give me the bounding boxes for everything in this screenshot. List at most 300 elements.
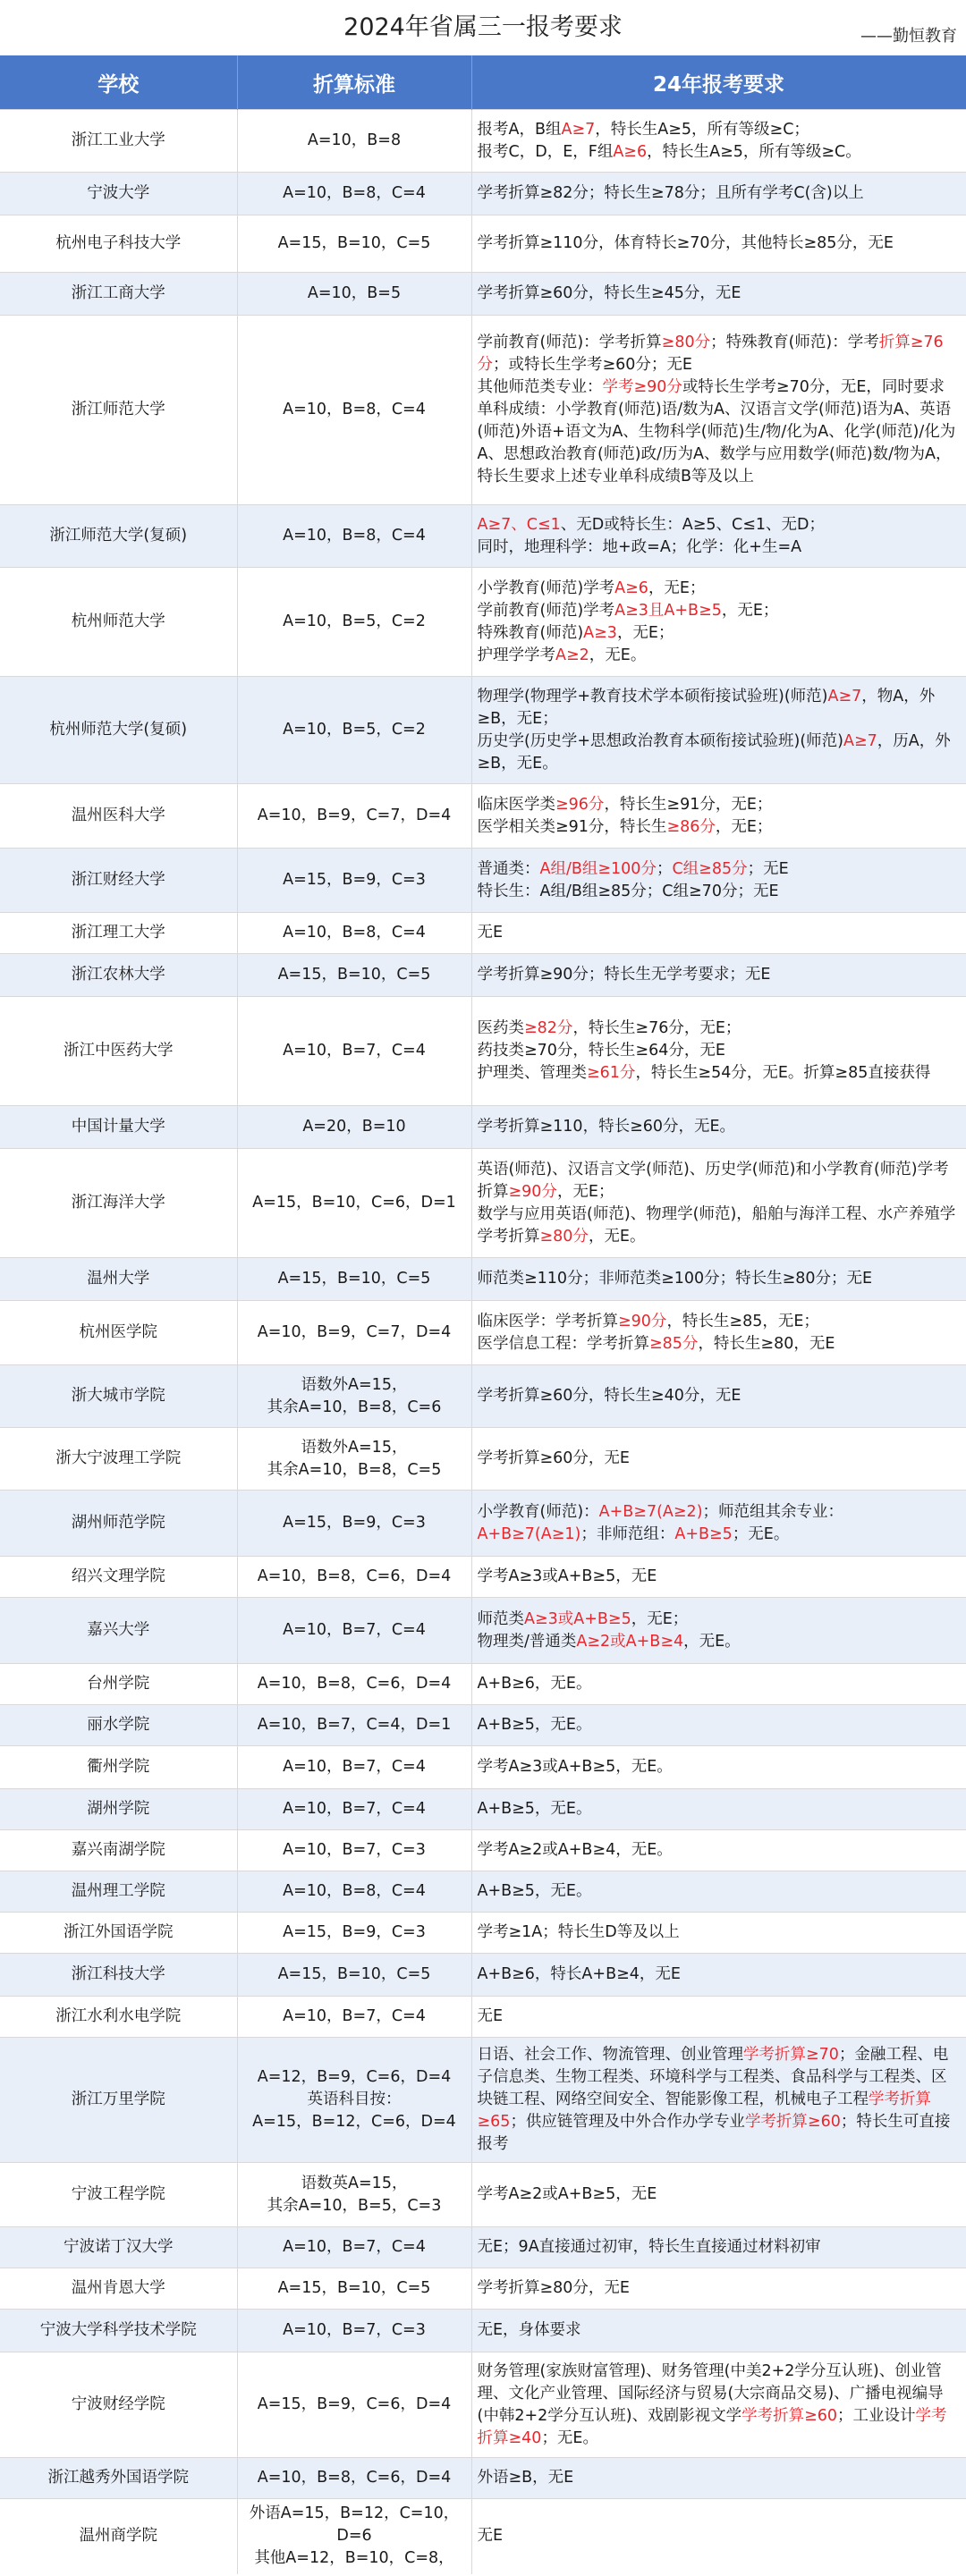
conversion-standard-cell <box>237 2163 471 2227</box>
requirement-text: 学前教育(师范)学考 <box>477 601 615 620</box>
requirement-text: ，特长生≥76分，无E； <box>572 1019 741 1037</box>
standard-line: A=15，B=12，C=6，D=4 <box>252 2113 456 2131</box>
requirement-cell <box>471 2268 966 2310</box>
school-name-cell: 温州理工学院 <box>0 1871 237 1913</box>
table-row <box>0 173 966 215</box>
requirement-text: 物理类/普通类 <box>477 1632 577 1651</box>
table-row <box>0 505 966 568</box>
school-name-cell: 浙江海洋大学 <box>0 1149 237 1258</box>
table-row <box>0 1789 966 1830</box>
requirement-line <box>478 600 960 622</box>
school-name-cell: 浙江师范大学(复硕) <box>0 505 237 568</box>
requirement-line <box>478 2006 960 2028</box>
highlighted-requirement: C组≥85分 <box>672 859 748 878</box>
requirement-cell <box>471 2038 966 2163</box>
requirement-line <box>478 881 960 903</box>
school-name-cell: 浙江农林大学 <box>0 954 237 997</box>
requirement-text: 无E；9A直接通过初审，特长生直接通过材料初审 <box>477 2238 821 2256</box>
requirement-line <box>478 922 960 944</box>
requirement-cell <box>471 568 966 677</box>
requirement-line <box>478 1921 960 1944</box>
table-row <box>0 1106 966 1149</box>
requirement-text: 学考A≥3或A+B≥5，无E。 <box>477 1758 673 1776</box>
conversion-standard-cell <box>237 1428 471 1491</box>
conversion-standard-cell <box>237 1997 471 2038</box>
highlighted-requirement: ≥61分 <box>587 1064 636 1082</box>
school-name-cell: 宁波大学 <box>0 173 237 215</box>
requirement-line <box>478 1333 960 1356</box>
school-name-cell: 温州商学院 <box>0 2499 237 2574</box>
highlighted-requirement: ≥86分 <box>666 817 716 836</box>
school-name-cell: 浙江工商大学 <box>0 273 237 316</box>
requirement-cell <box>471 784 966 849</box>
requirement-line <box>478 858 960 881</box>
table-row <box>0 110 966 173</box>
school-name-cell: 嘉兴南湖学院 <box>0 1830 237 1871</box>
standard-line: 外语A=15，B=12，C=10， <box>249 2504 460 2523</box>
highlighted-requirement: 学考折算≥40 <box>477 2406 947 2447</box>
conversion-standard-cell <box>237 1106 471 1149</box>
requirement-text: ，历A，外≥B，无E。 <box>477 731 951 773</box>
requirement-text: 英语(师范)、汉语言文学(师范)、历史学(师范)和小学教育(师范)学考折算 <box>477 1160 949 1201</box>
requirement-line <box>478 2361 960 2450</box>
requirement-text: ； <box>656 859 673 878</box>
school-name-cell: 浙江外国语学院 <box>0 1913 237 1954</box>
header-requirement: 24年报考要求 <box>471 55 966 110</box>
requirement-text: ；特长生可直接报考 <box>477 2113 951 2153</box>
requirement-text: 学前教育(师范)：学考折算 <box>477 334 662 351</box>
standard-line: 其他A=12，B=10，C=8， <box>254 2549 454 2568</box>
highlighted-requirement: A≥6 <box>613 142 648 161</box>
school-name-cell: 浙江工业大学 <box>0 110 237 173</box>
standard-line: 语数外A=15， <box>301 1438 408 1457</box>
requirement-text: 护理学学考 <box>477 646 555 664</box>
requirement-text: ，特长生A≥5，所有等级≥C。 <box>647 142 861 161</box>
requirement-text: 学考A≥2或A+B≥4，无E。 <box>477 1841 673 1859</box>
standard-line: A=10，B=5，C=2 <box>283 612 426 630</box>
requirement-line <box>478 1880 960 1903</box>
highlighted-requirement: 学考折算≥60 <box>744 2113 841 2131</box>
table-row <box>0 1598 966 1664</box>
table-row <box>0 1258 966 1301</box>
school-name-cell: 宁波工程学院 <box>0 2163 237 2227</box>
table-row <box>0 2458 966 2499</box>
requirement-text: 小学教育(师范)： <box>477 1502 599 1521</box>
standard-line: A=10，B=7，C=3 <box>283 1841 426 1859</box>
school-name-cell: 浙江师范大学 <box>0 316 237 505</box>
requirement-text: 医学信息工程：学考折算 <box>477 1334 649 1353</box>
highlighted-requirement: 折算≥76分 <box>477 334 944 374</box>
school-name-cell: 浙江科技大学 <box>0 1954 237 1997</box>
school-name-cell: 浙江万里学院 <box>0 2038 237 2163</box>
standard-line: A=10，B=5 <box>307 284 402 302</box>
school-name-cell: 台州学院 <box>0 1664 237 1705</box>
requirement-cell <box>471 913 966 954</box>
table-row <box>0 1871 966 1913</box>
requirement-text: ，无E； <box>648 579 706 597</box>
requirement-cell <box>471 849 966 913</box>
requirement-line <box>478 283 960 305</box>
requirement-cell <box>471 273 966 316</box>
highlighted-requirement: A≥7 <box>827 687 862 705</box>
table-row <box>0 2499 966 2574</box>
table-row <box>0 677 966 784</box>
requirement-text: ；无E。 <box>732 1524 790 1543</box>
header-school: 学校 <box>0 55 237 110</box>
table-row <box>0 913 966 954</box>
requirement-line <box>478 2277 960 2300</box>
requirement-text: 无E <box>477 924 504 942</box>
standard-line: A=10，B=8 <box>307 131 402 149</box>
requirement-text: ，特长生≥54分，无E。折算≥85直接获得 <box>635 1064 931 1082</box>
requirement-text: ；无E <box>747 859 789 878</box>
standard-line: A=15，B=9，C=3 <box>283 1514 426 1532</box>
requirement-line <box>478 1448 960 1470</box>
requirement-line <box>478 1609 960 1631</box>
requirement-cell <box>471 1491 966 1557</box>
requirement-text: ；工业设计 <box>837 2406 916 2425</box>
highlighted-requirement: 学考折算≥65 <box>477 2090 931 2131</box>
requirement-text: 学考折算≥80分，无E <box>477 2279 630 2297</box>
conversion-standard-cell <box>237 110 471 173</box>
highlighted-requirement: A+B≥7(A≥1) <box>477 1524 581 1543</box>
standard-line: A=10，B=8，C=6，D=4 <box>257 1675 452 1693</box>
school-name-cell: 宁波财经学院 <box>0 2352 237 2458</box>
requirement-text: 学考≥1A；特长生D等及以上 <box>477 1923 680 1941</box>
school-name-cell: 湖州师范学院 <box>0 1491 237 1557</box>
standard-line: A=10，B=9，C=7，D=4 <box>257 1323 452 1341</box>
school-name-cell: 浙大城市学院 <box>0 1365 237 1428</box>
requirement-line <box>478 1040 960 1062</box>
requirement-text: ；供应链管理及中外合作办学专业 <box>510 2113 745 2131</box>
requirement-cell <box>471 215 966 273</box>
requirement-text: 外语≥B，无E <box>477 2469 574 2487</box>
requirement-text: 师范类≥110分；非师范类≥100分；特长生≥80分；无E <box>477 1270 873 1288</box>
standard-line: D=6 <box>336 2527 372 2546</box>
requirement-line <box>478 1062 960 1085</box>
requirement-cell <box>471 2163 966 2227</box>
requirement-cell <box>471 110 966 173</box>
highlighted-requirement: ≥90分 <box>508 1182 557 1201</box>
requirement-cell <box>471 1301 966 1365</box>
requirement-text: 小学教育(师范)学考 <box>477 579 615 597</box>
conversion-standard-cell <box>237 215 471 273</box>
requirement-text: ，特长生≥91分，无E； <box>604 795 773 814</box>
conversion-standard-cell <box>237 677 471 784</box>
school-name-cell: 浙江越秀外国语学院 <box>0 2458 237 2499</box>
conversion-standard-cell <box>237 1301 471 1365</box>
requirement-line <box>478 1385 960 1407</box>
conversion-standard-cell <box>237 1664 471 1705</box>
requirement-text: ；或特长生学考≥60分；无E <box>493 356 692 374</box>
requirement-line <box>478 2044 960 2156</box>
requirement-cell <box>471 1705 966 1746</box>
requirement-cell <box>471 1871 966 1913</box>
requirement-line <box>478 1116 960 1138</box>
requirement-text: 学考A≥3或A+B≥5，无E <box>477 1567 657 1585</box>
table-row <box>0 997 966 1106</box>
requirement-line <box>478 1756 960 1778</box>
requirement-text: 无E，身体要求 <box>477 2321 581 2339</box>
conversion-standard-cell <box>237 1598 471 1664</box>
requirement-cell <box>471 505 966 568</box>
table-row <box>0 2310 966 2352</box>
requirement-line <box>478 686 960 731</box>
school-name-cell: 杭州电子科技大学 <box>0 215 237 273</box>
table-row <box>0 1997 966 2038</box>
requirement-line <box>478 376 960 488</box>
highlighted-requirement: A≥3 <box>583 623 617 642</box>
school-name-cell: 杭州医学院 <box>0 1301 237 1365</box>
standard-line: 语数英A=15， <box>301 2174 408 2192</box>
table-row <box>0 954 966 997</box>
highlighted-requirement: ≥80分 <box>539 1227 589 1246</box>
conversion-standard-cell <box>237 505 471 568</box>
requirement-text: 护理类、管理类 <box>477 1064 587 1082</box>
conversion-standard-cell <box>237 2310 471 2352</box>
standard-line: A=10，B=7，C=4 <box>283 2238 426 2256</box>
highlighted-requirement: ≥82分 <box>524 1019 573 1037</box>
table-row <box>0 2352 966 2458</box>
requirement-text: 学考折算≥60分，无E <box>477 1449 630 1467</box>
requirement-text: 或特长生学考≥70分，无E，同时要求单科成绩：小学教育(师范)语/数为A、汉语言文学(师范)语为A、英语(师范)外语+语文为A、生物科学(师范)生/物/化为A、化学(师范)/化为A、思想政治教育(师范)政/历为A、数学与应用数学(师范)数/物为A，特长生要求上述专业单科成绩B等及以上 <box>477 378 956 486</box>
requirement-line <box>478 731 960 775</box>
standard-line: A=10，B=5，C=2 <box>283 721 426 739</box>
requirement-cell <box>471 997 966 1106</box>
requirement-text: 学考折算≥110，特长≥60分，无E。 <box>477 1118 736 1136</box>
requirement-cell <box>471 1789 966 1830</box>
requirement-line <box>478 514 960 536</box>
requirement-cell <box>471 1106 966 1149</box>
requirement-text: 学考折算≥82分；特长生≥78分；且所有学考C(含)以上 <box>477 184 864 202</box>
school-name-cell: 浙江理工大学 <box>0 913 237 954</box>
conversion-standard-cell <box>237 273 471 316</box>
standard-line: 英语科目按： <box>307 2090 402 2108</box>
standard-line: A=10，B=7，C=4 <box>283 1042 426 1060</box>
conversion-standard-cell <box>237 1789 471 1830</box>
conversion-standard-cell <box>237 913 471 954</box>
highlighted-requirement: ≥96分 <box>555 795 605 814</box>
requirement-text: 报考A，B组 <box>477 120 562 139</box>
school-name-cell: 浙江中医药大学 <box>0 997 237 1106</box>
conversion-standard-cell <box>237 1491 471 1557</box>
standard-line: A=10，B=8，C=6，D=4 <box>257 1567 452 1585</box>
requirement-line <box>478 1673 960 1695</box>
standard-line: A=10，B=7，C=4，D=1 <box>257 1716 452 1734</box>
standard-line: A=10，B=8，C=6，D=4 <box>257 2469 452 2487</box>
requirement-text: ，无E； <box>721 601 779 620</box>
requirement-text: ，无E； <box>631 1609 689 1628</box>
conversion-standard-cell <box>237 1913 471 1954</box>
requirement-text: 临床医学：学考折算 <box>477 1312 618 1330</box>
school-name-cell: 浙大宁波理工学院 <box>0 1428 237 1491</box>
requirement-text: ；特殊教育(师范)：学考 <box>710 334 879 351</box>
requirement-text: 报考C，D，E，F组 <box>477 142 614 161</box>
requirement-line <box>478 1311 960 1333</box>
requirement-line <box>478 1839 960 1862</box>
requirement-line <box>478 119 960 141</box>
requirement-text: 物理学(物理学+教育技术学本硕衔接试验班)(师范) <box>477 687 828 705</box>
requirement-cell <box>471 2352 966 2458</box>
requirement-cell <box>471 2310 966 2352</box>
requirement-line <box>478 964 960 986</box>
requirement-text: ；非师范组： <box>580 1524 675 1543</box>
requirement-cell <box>471 954 966 997</box>
highlighted-requirement: 学考≥90分 <box>602 378 682 396</box>
requirement-cell <box>471 1149 966 1258</box>
standard-line: A=10，B=7，C=4 <box>283 1800 426 1818</box>
requirement-line <box>478 2319 960 2342</box>
conversion-standard-cell <box>237 1830 471 1871</box>
standard-line: A=10，B=8，C=4 <box>283 924 426 942</box>
requirement-line <box>478 816 960 839</box>
requirement-cell <box>471 2499 966 2574</box>
requirement-line <box>478 1714 960 1736</box>
standard-line: A=10，B=7，C=3 <box>283 2321 426 2339</box>
requirement-cell <box>471 1997 966 2038</box>
conversion-standard-cell <box>237 1954 471 1997</box>
requirement-text: 数学与应用英语(师范)、物理学(师范)，船舶与海洋工程、水产养殖学学考折算 <box>477 1204 956 1246</box>
highlighted-requirement: A≥6 <box>614 579 648 597</box>
highlighted-requirement: A≥7 <box>561 120 596 139</box>
brand-label: ——勤恒教育 <box>860 27 957 46</box>
requirement-cell <box>471 1428 966 1491</box>
requirement-text: 学考折算≥90分；特长生无学考要求；无E <box>477 966 771 984</box>
school-name-cell: 宁波大学科学技术学院 <box>0 2310 237 2352</box>
requirement-text: A+B≥5，无E。 <box>477 1882 592 1900</box>
school-name-cell: 宁波诺丁汉大学 <box>0 2227 237 2268</box>
highlighted-requirement: 学考折算≥70 <box>743 2046 839 2064</box>
conversion-standard-cell <box>237 1871 471 1913</box>
requirement-cell <box>471 677 966 784</box>
requirement-text: ，物A，外≥B，无E； <box>477 687 936 728</box>
requirement-text: 学考折算≥110分，体育特长≥70分，其他特长≥85分，无E <box>477 234 894 252</box>
school-name-cell: 温州医科大学 <box>0 784 237 849</box>
requirement-line <box>478 1566 960 1588</box>
requirement-line <box>478 2183 960 2206</box>
requirement-text: A+B≥6，特长A+B≥4，无E <box>477 1965 681 1983</box>
requirement-line <box>478 578 960 600</box>
standard-line: 其余A=10，B=8，C=5 <box>267 1460 442 1479</box>
requirement-line <box>478 1964 960 1986</box>
requirement-text: 同时，地理科学：地+政=A；化学：化+生=A <box>477 537 802 556</box>
requirement-text: ；无E。 <box>541 2428 598 2447</box>
conversion-standard-cell <box>237 2499 471 2574</box>
conversion-standard-cell <box>237 173 471 215</box>
standard-line: A=15，B=10，C=5 <box>277 234 431 252</box>
table-row <box>0 215 966 273</box>
requirement-cell <box>471 173 966 215</box>
requirement-cell <box>471 316 966 505</box>
requirement-text: 临床医学类 <box>477 795 555 814</box>
requirement-cell <box>471 2227 966 2268</box>
requirement-text: ，无E； <box>715 817 773 836</box>
requirement-line <box>478 1018 960 1040</box>
requirement-text: A+B≥5，无E。 <box>477 1716 592 1734</box>
requirement-text: 医药类 <box>477 1019 524 1037</box>
table-body <box>0 110 966 2574</box>
standard-line: 其余A=10，B=8，C=6 <box>267 1398 442 1416</box>
requirement-cell <box>471 1365 966 1428</box>
standard-line: A=15，B=10，C=5 <box>277 2279 431 2297</box>
highlighted-requirement: A+B≥7(A≥2) <box>598 1502 703 1521</box>
table-row <box>0 2227 966 2268</box>
table-header-row <box>0 55 966 110</box>
table-row <box>0 849 966 913</box>
requirement-line <box>478 2525 960 2547</box>
requirement-text: A+B≥6，无E。 <box>477 1675 592 1693</box>
highlighted-requirement: A≥7、C≤1 <box>477 515 561 534</box>
highlighted-requirement: ≥90分 <box>618 1312 667 1330</box>
requirement-line <box>478 1501 960 1546</box>
requirement-text: 学考折算≥60分，特长生≥45分，无E <box>477 284 741 302</box>
standard-line: 其余A=10，B=5，C=3 <box>267 2196 442 2215</box>
requirement-text: 财务管理(家族财富管理)、财务管理(中美2+2学分互认班)、创业管理、文化产业管理、国际经济与贸易(大宗商品交易)、广播电视编导(中韩2+2学分互认班)、戏剧影视文学 <box>477 2361 944 2425</box>
standard-line: A=15，B=10，C=5 <box>277 966 431 984</box>
requirement-cell <box>471 1913 966 1954</box>
requirement-text: ，特长生A≥5，所有等级≥C； <box>595 120 809 139</box>
conversion-standard-cell <box>237 316 471 505</box>
school-name-cell: 浙江水利水电学院 <box>0 1997 237 2038</box>
requirement-cell <box>471 1258 966 1301</box>
page-title: 2024年省属三一报考要求 <box>343 13 623 41</box>
table-row <box>0 784 966 849</box>
requirement-text: 特长生：A组/B组≥85分；C组≥70分；无E <box>477 882 779 900</box>
requirement-line <box>478 1631 960 1653</box>
table-row <box>0 316 966 505</box>
standard-line: A=10，B=7，C=4 <box>283 1621 426 1639</box>
standard-line: 语数外A=15， <box>301 1375 408 1394</box>
conversion-standard-cell <box>237 1705 471 1746</box>
standard-line: A=10，B=7，C=4 <box>283 1758 426 1776</box>
standard-line: A=10，B=8，C=4 <box>283 1882 426 1900</box>
conversion-standard-cell <box>237 568 471 677</box>
school-name-cell: 嘉兴大学 <box>0 1598 237 1664</box>
standard-line: A=10，B=7，C=4 <box>283 2007 426 2025</box>
highlighted-requirement: A≥2或A+B≥4 <box>576 1632 684 1651</box>
requirement-text: 普通类： <box>477 859 540 878</box>
requirement-line <box>478 645 960 667</box>
requirement-line <box>478 536 960 559</box>
requirements-table <box>0 55 966 2574</box>
conversion-standard-cell <box>237 2038 471 2163</box>
school-name-cell: 杭州师范大学 <box>0 568 237 677</box>
table-row <box>0 1746 966 1789</box>
requirement-cell <box>471 2458 966 2499</box>
highlighted-requirement: A≥2 <box>555 646 589 664</box>
standard-line: A=10，B=8，C=4 <box>283 527 426 545</box>
requirement-line <box>478 2236 960 2259</box>
requirement-text: A+B≥5，无E。 <box>477 1800 592 1818</box>
standard-line: A=15，B=10，C=6，D=1 <box>252 1194 456 1212</box>
school-name-cell: 温州大学 <box>0 1258 237 1301</box>
page-header <box>0 0 966 55</box>
standard-line: A=12，B=9，C=6，D=4 <box>257 2068 452 2086</box>
requirement-text: 无E <box>477 2007 504 2025</box>
school-name-cell: 湖州学院 <box>0 1789 237 1830</box>
conversion-standard-cell <box>237 2458 471 2499</box>
requirement-text: ，无E。 <box>683 1632 741 1651</box>
requirement-text: ；师范组其余专业： <box>702 1502 844 1521</box>
requirement-cell <box>471 1557 966 1598</box>
standard-line: A=15，B=10，C=5 <box>277 1270 431 1288</box>
highlighted-requirement: A≥3且A+B≥5 <box>614 601 722 620</box>
requirement-line <box>478 1204 960 1248</box>
table-row <box>0 1491 966 1557</box>
requirement-cell <box>471 1664 966 1705</box>
table-row <box>0 1557 966 1598</box>
table-row <box>0 1428 966 1491</box>
